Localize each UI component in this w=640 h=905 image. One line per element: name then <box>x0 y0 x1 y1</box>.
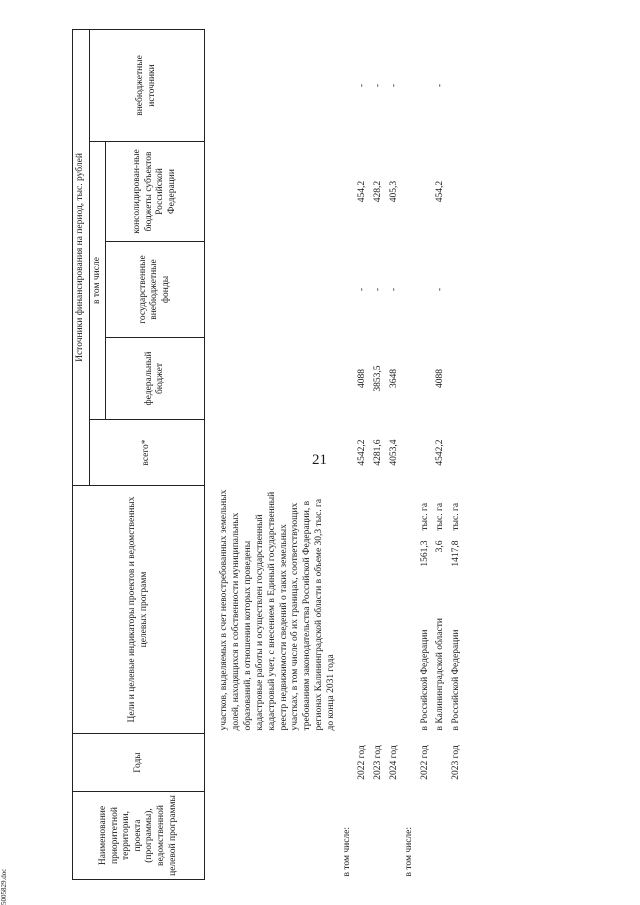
indicator-unit: тыс. га <box>435 502 446 531</box>
row-consolidated <box>449 142 465 242</box>
header-years: Годы <box>73 734 205 792</box>
row-state-funds: - <box>357 287 368 292</box>
indicator-unit: тыс. га <box>419 502 430 531</box>
table-row <box>387 29 403 879</box>
row-year: 2022 год <box>419 745 430 780</box>
group2-label-row <box>402 29 418 879</box>
header-federal: федеральный бюджет <box>106 338 205 420</box>
row-year <box>433 734 449 792</box>
table-row <box>449 29 465 879</box>
row-extrabudgetary <box>449 29 465 141</box>
row-extrabudgetary: - <box>373 83 384 88</box>
row-indicator <box>449 486 465 734</box>
row-state-funds <box>418 242 434 338</box>
row-state-funds: - <box>388 287 399 292</box>
indicator-value: 1561,3 <box>419 540 430 567</box>
row-extrabudgetary: - <box>435 83 446 88</box>
indicator-location: в Российской Федерации <box>419 629 430 731</box>
row-consolidated <box>418 142 434 242</box>
indicator-location: в Калининградской области <box>435 618 446 731</box>
row-indicator <box>418 486 434 734</box>
header-consolidated: консолидирован-ные бюджеты субъектов Российской Федерации <box>106 142 205 242</box>
indicator-location: в Российской Федерации <box>450 629 461 731</box>
row-total: 4542,2 <box>435 439 446 466</box>
row-year: 2023 год <box>450 745 461 780</box>
header-state-funds: государственные внебюджетные фонды <box>106 242 205 338</box>
row-year: 2023 год <box>373 745 384 780</box>
group2-label: в том числе: <box>404 826 415 877</box>
goal-text: участков, выделяемых в счет невостребованных земельных долей, находящихся в собственности муниципальных образований, в отношении которых проведены кадастровые работы и осуществлен государственный кадастровый учет, с внесением в Единый государственный реестр недвижимости сведений о таких земельных участках, в том числе об их границах, соответствующих требованиям законодательства Российской Федерации, в регионах Калининградской области в объеме 30,3 тыс. га до конца 2031 года <box>219 489 337 731</box>
row-total: 4542,2 <box>357 439 368 466</box>
row-extrabudgetary: - <box>388 83 399 88</box>
page-number: 21 <box>312 452 327 468</box>
row-federal: 4088 <box>435 369 446 388</box>
table-row <box>418 29 434 879</box>
table-row <box>371 29 387 879</box>
row-consolidated: 454,2 <box>435 180 446 203</box>
row-federal: 3648 <box>388 369 399 388</box>
row-federal <box>449 338 465 420</box>
indicator-unit: тыс. га <box>450 502 461 531</box>
row-federal: 3853,5 <box>373 365 384 392</box>
indicator-value: 1417,8 <box>450 540 461 567</box>
row-extrabudgetary <box>418 29 434 141</box>
row-consolidated: 454,2 <box>357 180 368 203</box>
row-consolidated: 428,2 <box>373 180 384 203</box>
row-total <box>418 420 434 486</box>
table-row <box>433 29 449 879</box>
header-name: Наименование приоритетной территории, проекта (программы), ведомственной целевой программы <box>73 792 205 880</box>
header-funding-group: Источники финансирования на период, тыс. рублей <box>73 29 90 485</box>
header-goals: Цели и целевые индикаторы проектов и ведомственных целевых программ <box>73 486 205 734</box>
header-total: всего* <box>89 420 205 486</box>
row-state-funds: - <box>373 287 384 292</box>
row-year: 2024 год <box>388 745 399 780</box>
row-extrabudgetary: - <box>357 83 368 88</box>
group1-label-row <box>340 29 356 879</box>
row-federal: 4088 <box>357 369 368 388</box>
row-state-funds <box>449 242 465 338</box>
row-federal <box>418 338 434 420</box>
rotated-page <box>72 30 632 880</box>
goal-row <box>217 29 340 879</box>
group1-label: в том числе: <box>341 826 352 877</box>
indicator-value: 3,6 <box>435 540 446 553</box>
funding-table <box>72 29 465 880</box>
row-year: 2022 год <box>357 745 368 780</box>
row-total: 4281,6 <box>373 439 384 466</box>
row-consolidated: 405,3 <box>388 180 399 203</box>
table-row <box>355 29 371 879</box>
row-indicator <box>433 486 449 734</box>
row-total <box>449 420 465 486</box>
footer-filename: 5005829.doc <box>0 868 8 905</box>
row-total: 4053,4 <box>388 439 399 466</box>
row-state-funds: - <box>435 287 446 292</box>
header-including: в том числе <box>89 142 106 420</box>
header-extrabudgetary: внебюджетные источники <box>89 29 205 141</box>
